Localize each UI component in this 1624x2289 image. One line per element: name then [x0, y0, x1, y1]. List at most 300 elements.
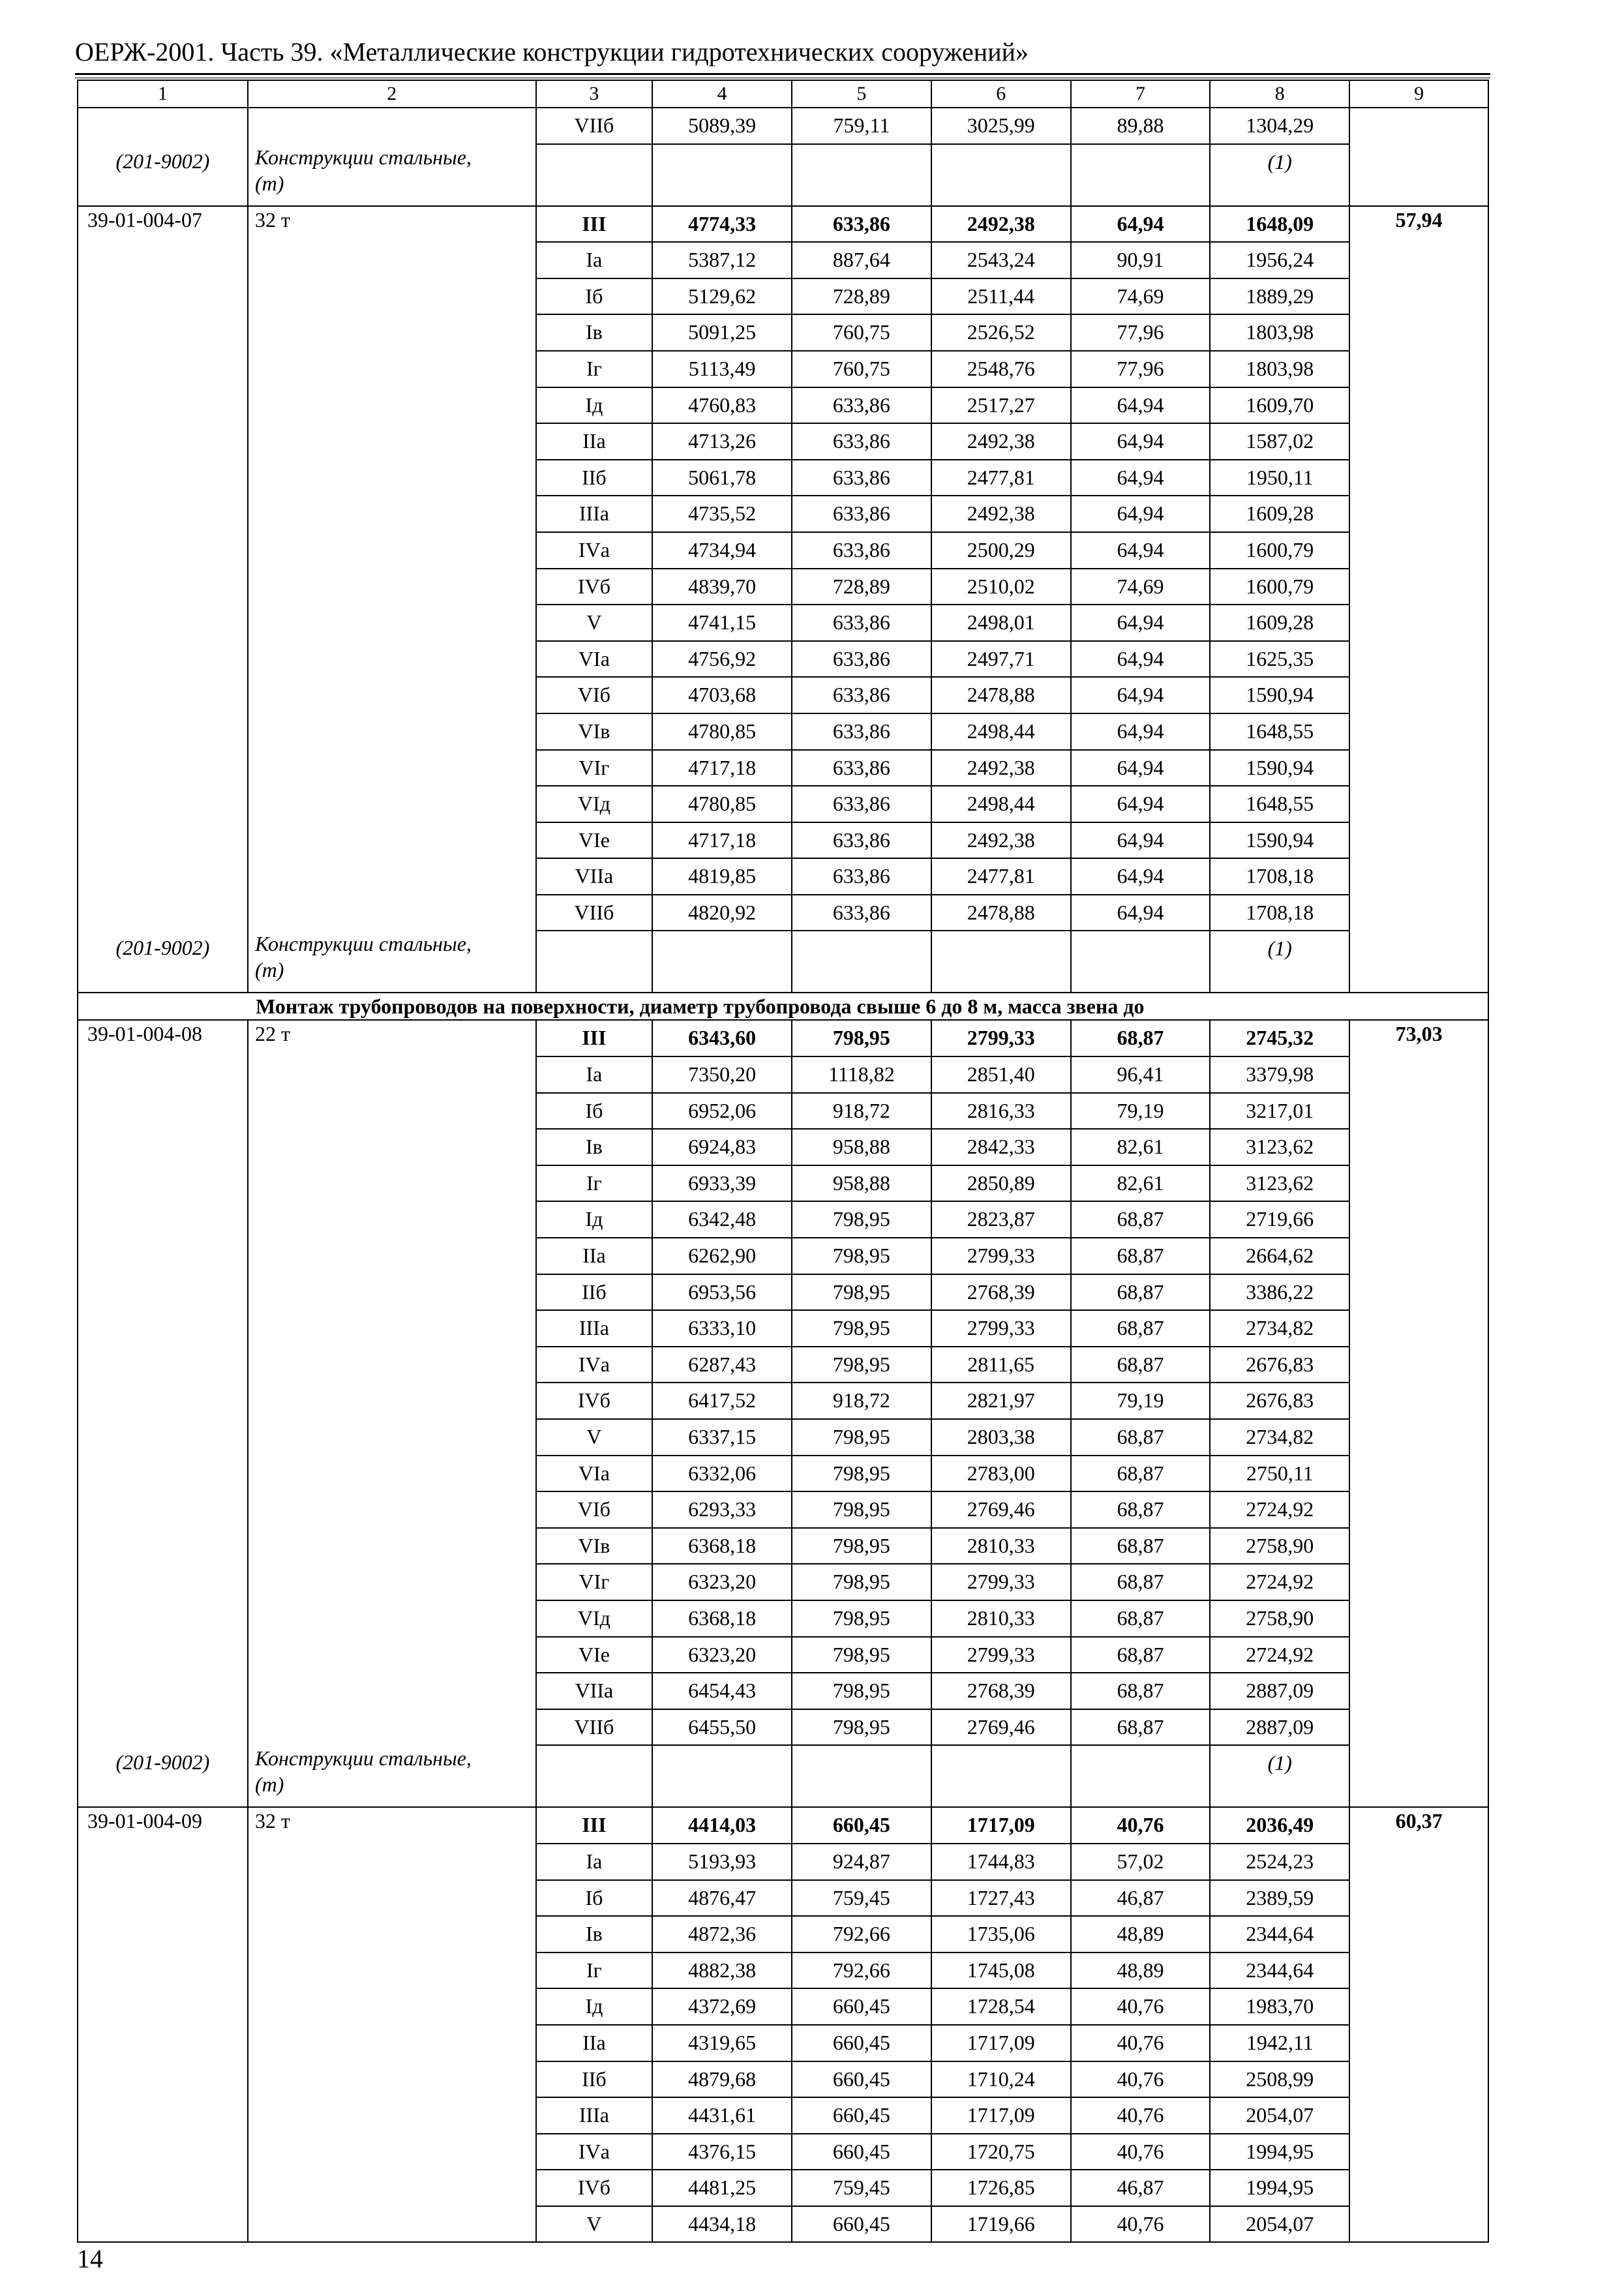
table-row: 1719,66 [967, 2211, 1035, 2236]
table-row: 68,87 [1072, 1238, 1210, 1275]
table-row: 1648,55 [1210, 714, 1349, 751]
table-row: 918,72 [792, 1094, 931, 1130]
table-row: 64,94 [1072, 496, 1210, 533]
table-row: 798,95 [792, 1420, 931, 1456]
norm-description: 32 т [248, 1807, 536, 2242]
table-row: 4414,03 [653, 1808, 791, 1844]
table-row: 1745,08 [932, 1953, 1070, 1990]
table-row: 1590,94 [1210, 823, 1349, 860]
table-row: 6323,20 [653, 1638, 791, 1674]
column-number-row [78, 80, 1488, 108]
data-column-cell [652, 108, 792, 144]
table-row: VIв [537, 1529, 652, 1565]
empty-cell [931, 1745, 1071, 1807]
norm-block-b1 [78, 206, 1488, 931]
table-row: 68,87 [1072, 1420, 1210, 1456]
table-row: 82,61 [1072, 1130, 1210, 1166]
material-name-line: (т) [254, 1773, 284, 1797]
table-row: Iг [537, 352, 652, 388]
table-row: 798,95 [792, 1638, 931, 1674]
table-row: IVа [537, 1347, 652, 1384]
table-row: 2543,24 [932, 243, 1070, 279]
table-row: 6342,48 [653, 1202, 791, 1238]
table-row: IIб [537, 460, 652, 497]
table-row: 1803,98 [1210, 315, 1349, 352]
table-row: 1710,24 [932, 2062, 1070, 2099]
table-row: 64,94 [1072, 786, 1210, 823]
table-row: 633,86 [792, 751, 931, 787]
table-row: 68,87 [1072, 1311, 1210, 1347]
table-row: Iд [537, 1989, 652, 2026]
table-row: 79,19 [1072, 1094, 1210, 1130]
table-row: 74,69 [1072, 279, 1210, 316]
table-row: IIIа [537, 2098, 652, 2134]
table-row: 4756,92 [653, 642, 791, 678]
table-row: IIIа [537, 1311, 652, 1347]
column-number: 3 [536, 80, 653, 108]
data-column-cell [931, 108, 1071, 144]
table-row: 6368,18 [653, 1601, 791, 1638]
table-row: 6368,18 [653, 1529, 791, 1565]
table-row: VIе [537, 1638, 652, 1674]
table-row: 64,94 [1072, 460, 1210, 497]
table-row: IIа [537, 2026, 652, 2062]
table-row: 6343,60 [653, 1021, 791, 1057]
table-row: 82,61 [1072, 1166, 1210, 1203]
table-row: 887,64 [792, 243, 931, 279]
table-row: 1708,18 [1210, 859, 1349, 895]
table-row: 2799,33 [932, 1238, 1070, 1275]
norm-total: 73,03 [1349, 1020, 1488, 1745]
table-row: 2734,82 [1210, 1311, 1349, 1347]
table-row: IIIа [537, 496, 652, 533]
table-row: 64,94 [1072, 533, 1210, 569]
table-row: 2526,52 [932, 315, 1070, 352]
table-row: 2477,81 [932, 859, 1070, 895]
table-row: 1609,28 [1210, 496, 1349, 533]
norm-total: 57,94 [1349, 206, 1488, 931]
table-row: 68,87 [1072, 1601, 1210, 1638]
data-column-cell [536, 206, 653, 931]
table-row: V [537, 1420, 652, 1456]
table-row: 64,94 [1072, 388, 1210, 425]
norm-description: 32 т [248, 206, 536, 931]
table-row: 4372,69 [653, 1989, 791, 2026]
table-row: 64,94 [1072, 678, 1210, 714]
norm-block-b2 [78, 1020, 1488, 1745]
table-row: 2850,89 [932, 1166, 1070, 1203]
header-rule [75, 73, 1490, 75]
table-row: 4819,85 [653, 859, 791, 895]
table-row: 660,45 [792, 2098, 931, 2134]
table-row: 89,88 [1117, 113, 1164, 137]
data-column-cell [536, 1020, 653, 1745]
table-row: 2799,33 [932, 1638, 1070, 1674]
table-row: 2842,33 [932, 1130, 1070, 1166]
table-row: 2054,07 [1210, 2098, 1349, 2134]
table-row: 2745,32 [1210, 1021, 1349, 1057]
table-row: 798,95 [792, 1347, 931, 1384]
material-name-line: (т) [254, 958, 284, 982]
table-row: 1590,94 [1210, 678, 1349, 714]
table-row: 760,75 [792, 352, 931, 388]
material-name [248, 931, 536, 993]
table-row: 633,86 [792, 424, 931, 460]
table-row: 2524,23 [1210, 1844, 1349, 1881]
page-header-title: ОЕРЖ-2001. Часть 39. «Металлические конструкции гидротехнических сооружений» [75, 37, 1029, 67]
table-row: 633,86 [792, 496, 931, 533]
data-column-cell [1210, 108, 1349, 144]
table-row: 4703,68 [653, 678, 791, 714]
data-column-cell [931, 1020, 1071, 1745]
data-column-cell [931, 206, 1071, 931]
material-qty: (1) [1210, 1745, 1349, 1807]
table-row: 2719,66 [1210, 1202, 1349, 1238]
data-column-cell [652, 1807, 792, 2242]
table-row: 958,88 [792, 1166, 931, 1203]
table-row: 68,87 [1072, 1638, 1210, 1674]
table-row: V [586, 2211, 602, 2236]
table-row: 6293,33 [653, 1492, 791, 1529]
norms-table [77, 80, 1489, 2243]
table-row: 2511,44 [932, 279, 1070, 316]
table-row: 660,45 [792, 1989, 931, 2026]
table-row: 2821,97 [932, 1383, 1070, 1420]
table-row: 2851,40 [932, 1057, 1070, 1094]
table-row: 3379,98 [1210, 1057, 1349, 1094]
table-row: VIб [537, 1492, 652, 1529]
norm-code: 39-01-004-08 [78, 1020, 248, 1745]
norms-table-body [78, 80, 1488, 2242]
table-row: 798,95 [792, 1456, 931, 1493]
table-row: 3123,62 [1210, 1130, 1349, 1166]
column-number: 4 [652, 80, 792, 108]
table-row: 633,86 [792, 207, 931, 243]
table-row: 2036,49 [1210, 1808, 1349, 1844]
table-row: Iд [537, 388, 652, 425]
table-row: 798,95 [832, 1714, 890, 1739]
table-row: 79,19 [1072, 1383, 1210, 1420]
data-column-cell [652, 206, 792, 931]
table-row: IVб [537, 2170, 652, 2207]
table-row: Iа [537, 1844, 652, 1881]
table-row: 2676,83 [1210, 1383, 1349, 1420]
table-row: 90,91 [1072, 243, 1210, 279]
table-row: 2750,11 [1210, 1456, 1349, 1493]
table-row: 1708,18 [1246, 900, 1314, 924]
table-row: 1587,02 [1210, 424, 1349, 460]
table-row: IIб [537, 1275, 652, 1311]
table-row: VIд [537, 786, 652, 823]
table-row: 2492,38 [932, 207, 1070, 243]
table-row: 68,87 [1072, 1673, 1210, 1710]
table-row: 6323,20 [653, 1564, 791, 1601]
table-row: 2389,59 [1210, 1881, 1349, 1917]
table-row: 2517,27 [932, 388, 1070, 425]
table-row: 2498,44 [932, 786, 1070, 823]
table-row: 1648,55 [1210, 786, 1349, 823]
table-row: Iб [537, 279, 652, 316]
table-row: 2500,29 [932, 533, 1070, 569]
table-row: V [537, 605, 652, 642]
table-row: 6952,06 [653, 1094, 791, 1130]
empty-cell [931, 144, 1071, 206]
table-row: 4481,25 [653, 2170, 791, 2207]
table-row: 1609,70 [1210, 388, 1349, 425]
table-row: 2724,92 [1210, 1492, 1349, 1529]
material-code: (201-9002) [78, 1745, 248, 1807]
table-row: 2548,76 [932, 352, 1070, 388]
table-row: 660,45 [792, 2026, 931, 2062]
table-row: 1727,43 [932, 1881, 1070, 1917]
table-row: 2344,64 [1210, 1917, 1349, 1953]
data-column-cell [792, 1807, 931, 2242]
table-row: 1744,83 [932, 1844, 1070, 1881]
empty-cell [78, 108, 248, 144]
table-row: 2344,64 [1210, 1953, 1349, 1990]
empty-cell [248, 108, 536, 144]
table-row: VIIа [537, 859, 652, 895]
table-row: IVа [537, 2134, 652, 2171]
table-row: 798,95 [792, 1202, 931, 1238]
table-row: 5113,49 [653, 352, 791, 388]
empty-cell [792, 931, 931, 993]
table-row: IVб [537, 569, 652, 606]
table-row: 1717,09 [932, 2098, 1070, 2134]
table-row: 2508,99 [1210, 2062, 1349, 2099]
table-row: 68,87 [1072, 1529, 1210, 1565]
table-row: 4434,18 [688, 2211, 757, 2236]
table-row: 3025,99 [967, 113, 1035, 137]
table-row: 64,94 [1072, 823, 1210, 860]
table-row: Iв [537, 315, 652, 352]
table-row: 633,86 [832, 900, 890, 924]
table-row: 633,86 [792, 823, 931, 860]
table-row: 68,87 [1072, 1347, 1210, 1384]
table-row: VIа [537, 642, 652, 678]
table-row: 4876,47 [653, 1881, 791, 1917]
table-row: 48,89 [1072, 1953, 1210, 1990]
table-row: 6454,43 [653, 1673, 791, 1710]
empty-cell [1071, 1745, 1210, 1807]
column-number: 2 [248, 80, 536, 108]
table-row: 5089,39 [688, 113, 757, 137]
table-row: 2492,38 [932, 424, 1070, 460]
empty-cell [1349, 144, 1488, 206]
data-column-cell [1210, 1807, 1349, 2242]
table-row: 46,87 [1072, 1881, 1210, 1917]
table-row: 6417,52 [653, 1383, 791, 1420]
table-row: 2811,65 [932, 1347, 1070, 1384]
table-row: 1717,09 [932, 2026, 1070, 2062]
table-row: Iб [537, 1094, 652, 1130]
table-row: 2758,90 [1210, 1529, 1349, 1565]
table-row: 4376,15 [653, 2134, 791, 2171]
table-row: IIб [537, 2062, 652, 2099]
table-row: 4872,36 [653, 1917, 791, 1953]
table-row: 1942,11 [1210, 2026, 1349, 2062]
table-row: 5387,12 [653, 243, 791, 279]
table-row: 74,69 [1072, 569, 1210, 606]
table-row: 633,86 [792, 678, 931, 714]
table-row: 798,95 [792, 1238, 931, 1275]
table-row: VIIб [574, 1714, 614, 1739]
empty-cell [931, 931, 1071, 993]
table-row: 1728,54 [932, 1989, 1070, 2026]
table-row: 3217,01 [1210, 1094, 1349, 1130]
table-row: 4741,15 [653, 605, 791, 642]
data-column-cell [652, 1020, 792, 1745]
data-column-cell [1071, 206, 1210, 931]
table-row: IVб [537, 1383, 652, 1420]
table-row: 68,87 [1072, 1275, 1210, 1311]
table-row: 1717,09 [932, 1808, 1070, 1844]
empty-cell [652, 931, 792, 993]
material-row [78, 144, 1488, 206]
table-row: 2768,39 [932, 1275, 1070, 1311]
table-row: 40,76 [1072, 1989, 1210, 2026]
data-column-cell [536, 108, 653, 144]
table-row: 918,72 [792, 1383, 931, 1420]
table-row: 924,87 [792, 1844, 931, 1881]
table-row: VIб [537, 678, 652, 714]
table-row: 64,94 [1072, 207, 1210, 243]
table-row: 4780,85 [653, 786, 791, 823]
table-row: 633,86 [792, 786, 931, 823]
table-row: 2676,83 [1210, 1347, 1349, 1384]
table-row: 660,45 [792, 2134, 931, 2171]
empty-cell [1349, 1745, 1488, 1807]
table-row: 68,87 [1072, 1564, 1210, 1601]
table-row: 40,76 [1072, 2062, 1210, 2099]
section-title: Монтаж трубопроводов на поверхности, диаметр трубопровода свыше 6 до 8 м, масса звена до [78, 993, 1488, 1020]
table-row: 798,95 [792, 1601, 931, 1638]
table-row: III [537, 207, 652, 243]
data-column-cell [792, 1020, 931, 1745]
material-code: (201-9002) [78, 931, 248, 993]
table-row: 46,87 [1072, 2170, 1210, 2207]
table-row: Iв [537, 1917, 652, 1953]
table-row: 64,94 [1072, 642, 1210, 678]
empty-cell [792, 1745, 931, 1807]
table-row: 2769,46 [967, 1714, 1035, 1739]
table-row: 1304,29 [1246, 113, 1314, 137]
material-name-line: Конструкции стальные, [254, 1746, 472, 1771]
column-number: 6 [931, 80, 1071, 108]
table-row: 1726,85 [932, 2170, 1070, 2207]
table-row: 2478,88 [932, 678, 1070, 714]
table-row: 2799,33 [932, 1564, 1070, 1601]
table-row: 6287,43 [653, 1347, 791, 1384]
table-row: 1648,09 [1210, 207, 1349, 243]
table-row: Iг [537, 1953, 652, 1990]
table-row: 798,95 [792, 1275, 931, 1311]
table-row: VIг [537, 751, 652, 787]
table-row: 40,76 [1117, 2211, 1164, 2236]
table-row: III [537, 1808, 652, 1844]
table-row: 4780,85 [653, 714, 791, 751]
table-row: 1609,28 [1210, 605, 1349, 642]
table-row: 2816,33 [932, 1094, 1070, 1130]
table-row: 2477,81 [932, 460, 1070, 497]
table-row: 1118,82 [792, 1057, 931, 1094]
table-row: 798,95 [792, 1673, 931, 1710]
norm-code: 39-01-004-09 [78, 1807, 248, 2242]
empty-cell [1071, 144, 1210, 206]
table-row: 5129,62 [653, 279, 791, 316]
table-row: 6262,90 [653, 1238, 791, 1275]
empty-cell [652, 1745, 792, 1807]
table-row: 40,76 [1072, 2026, 1210, 2062]
table-row: 68,87 [1072, 1021, 1210, 1057]
table-row: Iв [537, 1130, 652, 1166]
table-row: 4431,61 [653, 2098, 791, 2134]
table-row: 1625,35 [1210, 642, 1349, 678]
table-row: 633,86 [792, 533, 931, 569]
table-row: 798,95 [792, 1311, 931, 1347]
table-row: 2492,38 [932, 751, 1070, 787]
table-row: 4319,65 [653, 2026, 791, 2062]
table-row: 1600,79 [1210, 533, 1349, 569]
norm-block-b3 [78, 1807, 1488, 2242]
table-row: 2054,07 [1246, 2211, 1314, 2236]
table-row: 2758,90 [1210, 1601, 1349, 1638]
data-column-cell [792, 206, 931, 931]
data-column-cell [536, 1807, 653, 2242]
norm-total: 60,37 [1349, 1807, 1488, 2242]
table-row: 6924,83 [653, 1130, 791, 1166]
table-row: 728,89 [792, 569, 931, 606]
empty-cell [792, 144, 931, 206]
table-row: IIа [537, 1238, 652, 1275]
table-row: 2803,38 [932, 1420, 1070, 1456]
table-row: 4735,52 [653, 496, 791, 533]
table-row: 64,94 [1072, 424, 1210, 460]
table-row: 633,86 [792, 605, 931, 642]
table-row: 5061,78 [653, 460, 791, 497]
table-row: 64,94 [1117, 900, 1164, 924]
table-row: VIв [537, 714, 652, 751]
table-row: 2799,33 [932, 1021, 1070, 1057]
table-row: 1720,75 [932, 2134, 1070, 2171]
table-row: 2498,44 [932, 714, 1070, 751]
table-row: Iг [537, 1166, 652, 1203]
table-row: 633,86 [792, 714, 931, 751]
norm-code: 39-01-004-07 [78, 206, 248, 931]
table-row: 57,02 [1072, 1844, 1210, 1881]
table-row: 2498,01 [932, 605, 1070, 642]
table-row: 1983,70 [1210, 1989, 1349, 2026]
table-row: 4882,38 [653, 1953, 791, 1990]
table-row: Iа [537, 243, 652, 279]
table-row: 2799,33 [932, 1311, 1070, 1347]
table-row: 2724,92 [1210, 1564, 1349, 1601]
table-row: 64,94 [1072, 859, 1210, 895]
table-row: 6337,15 [653, 1420, 791, 1456]
material-row [78, 1745, 1488, 1807]
data-column-cell [1071, 1020, 1210, 1745]
empty-cell [536, 144, 653, 206]
column-number: 8 [1210, 80, 1349, 108]
empty-cell [536, 1745, 653, 1807]
table-row: Iа [537, 1057, 652, 1094]
table-row: 2810,33 [932, 1601, 1070, 1638]
column-number: 5 [792, 80, 931, 108]
table-row: 4717,18 [653, 751, 791, 787]
table-row: 1956,24 [1210, 243, 1349, 279]
table-row: 4734,94 [653, 533, 791, 569]
table-row: 798,95 [792, 1529, 931, 1565]
